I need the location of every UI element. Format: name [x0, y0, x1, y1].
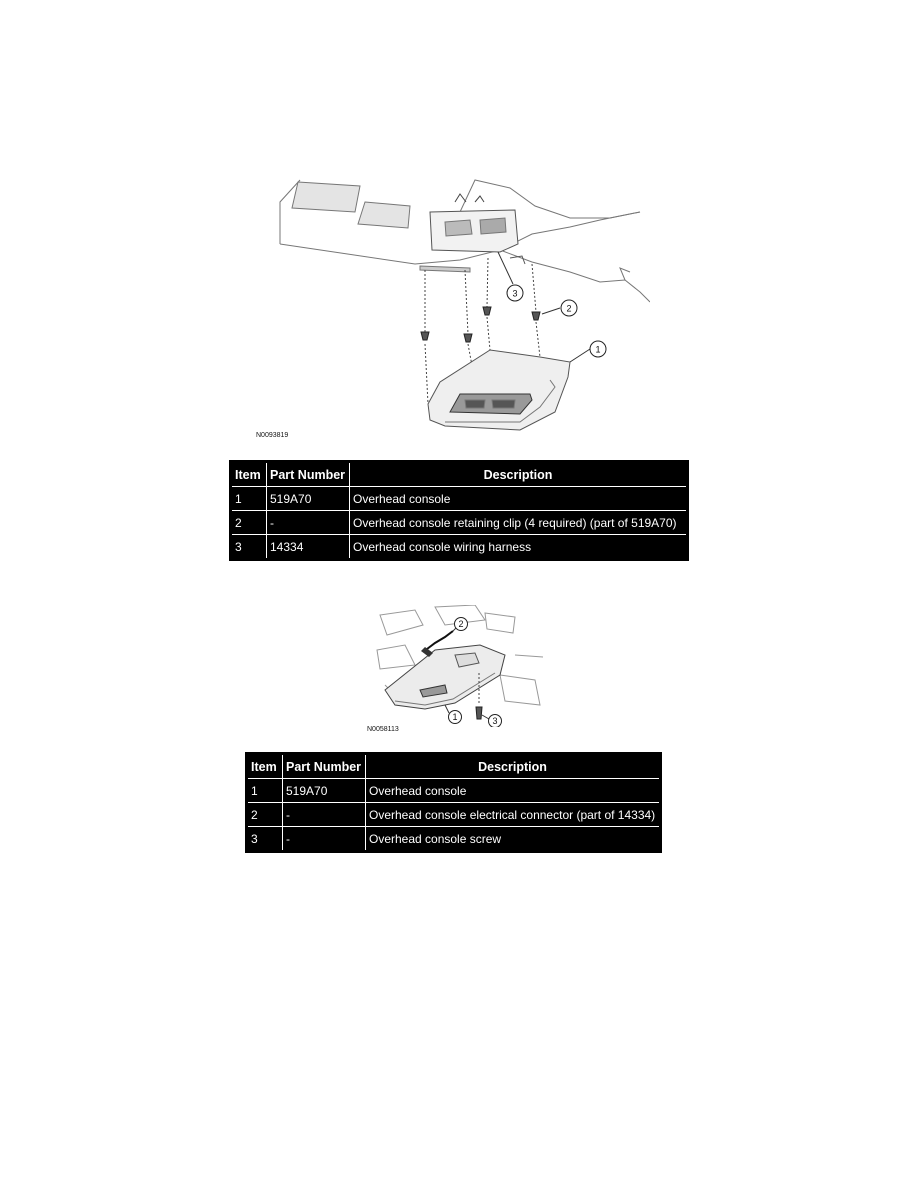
cell-description: Overhead console retaining clip (4 required) (part of 519A70) — [350, 511, 688, 535]
cell-item: 3 — [231, 535, 267, 560]
cell-description: Overhead console screw — [366, 827, 661, 852]
callout-2-label: 2 — [458, 619, 464, 629]
figure-1-illustration — [270, 172, 650, 434]
figure-1-code: N0093819 — [256, 432, 289, 439]
column-header-description: Description — [366, 754, 661, 779]
cell-part-number: 519A70 — [283, 779, 366, 803]
column-header-part-number: Part Number — [267, 462, 350, 487]
cell-part-number: 519A70 — [267, 487, 350, 511]
cell-description: Overhead console — [366, 779, 661, 803]
column-header-part-number: Part Number — [283, 754, 366, 779]
cell-part-number: - — [283, 803, 366, 827]
cell-part-number: - — [283, 827, 366, 852]
cell-description: Overhead console electrical connector (part of 14334) — [366, 803, 661, 827]
table-row — [247, 803, 661, 827]
column-header-item: Item — [247, 754, 283, 779]
callout-1-label: 1 — [452, 712, 458, 722]
cell-item: 1 — [247, 779, 283, 803]
overhead-console-exploded-view — [270, 172, 650, 434]
overhead-console-removal-view — [375, 605, 545, 727]
cell-item: 2 — [231, 511, 267, 535]
cell-item: 2 — [247, 803, 283, 827]
table-row — [231, 487, 688, 511]
table-header-row — [231, 462, 688, 487]
cell-description: Overhead console — [350, 487, 688, 511]
table-header-row — [247, 754, 661, 779]
callout-2-label: 2 — [566, 303, 572, 314]
callout-3-label: 3 — [492, 716, 498, 726]
figure-2-code: N0058113 — [367, 726, 399, 733]
cell-part-number: - — [267, 511, 350, 535]
table-row — [231, 535, 688, 560]
table-row — [231, 511, 688, 535]
callout-3-label: 3 — [512, 288, 518, 299]
table-row — [247, 779, 661, 803]
parts-table-1 — [229, 460, 689, 561]
cell-part-number: 14334 — [267, 535, 350, 560]
column-header-description: Description — [350, 462, 688, 487]
cell-item: 1 — [231, 487, 267, 511]
cell-item: 3 — [247, 827, 283, 852]
cell-description: Overhead console wiring harness — [350, 535, 688, 560]
parts-table-2 — [245, 752, 662, 853]
callout-1-label: 1 — [595, 344, 601, 355]
figure-2-illustration — [375, 605, 545, 727]
column-header-item: Item — [231, 462, 267, 487]
table-row — [247, 827, 661, 852]
